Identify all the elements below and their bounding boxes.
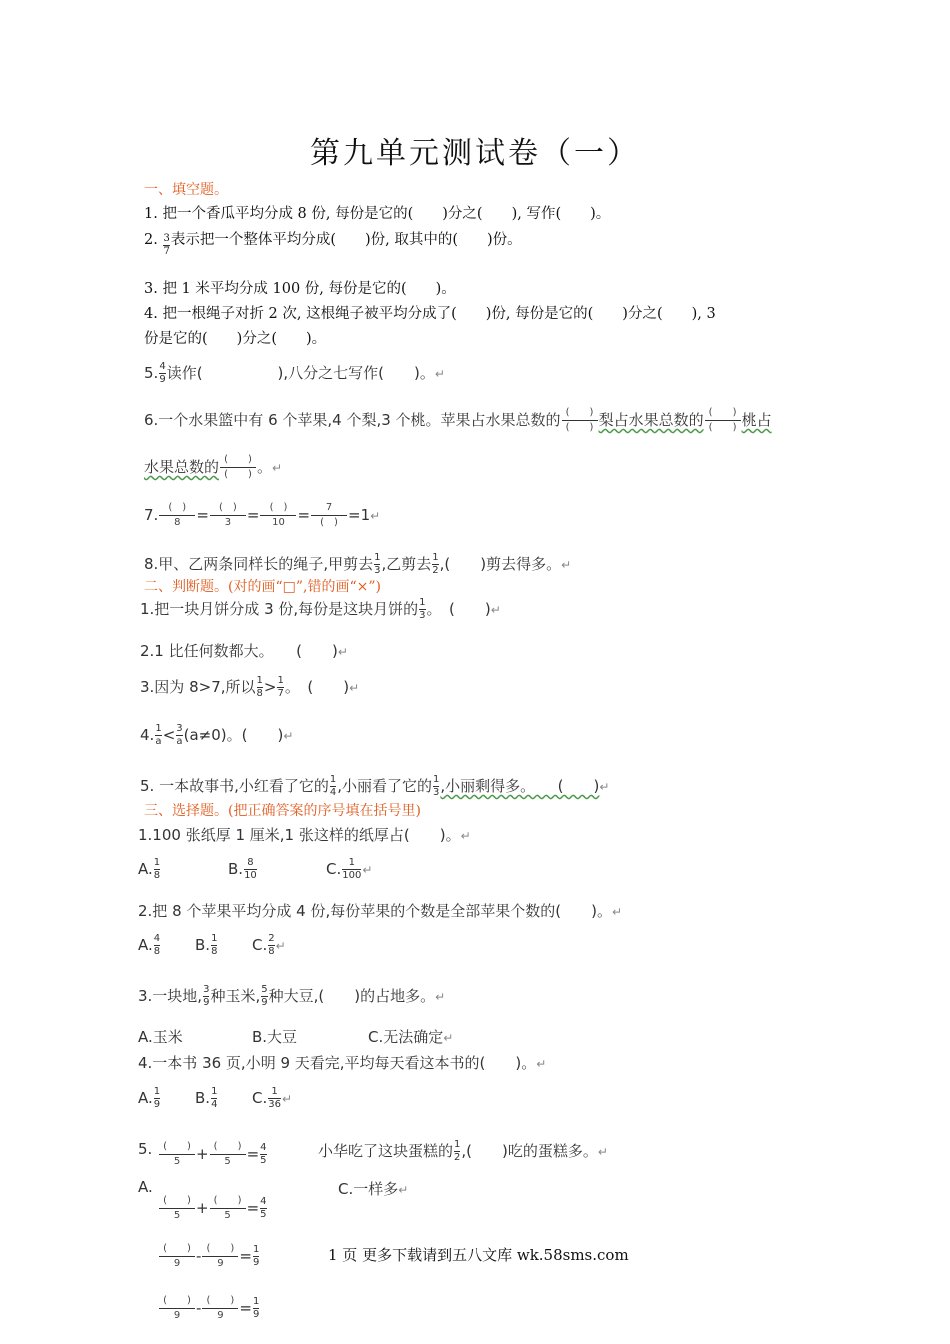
choice-question-4-option-b: B. $\frac{1}{4}$ bbox=[195, 1086, 218, 1110]
choice-question-1-option-b: B. $\frac{8}{10}$ bbox=[228, 857, 257, 881]
fill-question-4-line1: 4. 把一根绳子对折 2 次, 这根绳子被平均分成了( )份, 每份是它的( )分之( ), 3 bbox=[144, 306, 716, 322]
judge-question-5: 5. 一本故事书,小红看了它的 $\frac{1}{4}$ ,小丽看了它的 $\frac{1}{3}$ ,小丽剩得多。 ( )↵ bbox=[140, 774, 610, 798]
choice-question-2: 2.把 8 个苹果平均分成 4 份,每份苹果的个数是全部苹果个数的( )。↵ bbox=[138, 902, 623, 920]
fill-question-1: 1. 把一个香瓜平均分成 8 份, 每份是它的( )分之( ), 写作( )。 bbox=[144, 206, 611, 222]
choice-question-1-option-c: C. $\frac{1}{100}$ ↵ bbox=[326, 857, 373, 881]
fill-question-7: 7. ( ) 8 = ( ) 3 = ( ) 10 = 7 ( ) =1↵ bbox=[144, 502, 381, 528]
section-fill-heading: 一、填空题。 bbox=[144, 182, 228, 198]
judge-question-3: 3.因为 8>7,所以 $\frac{1}{8}$ > $\frac{1}{7}$ 。 ( )↵ bbox=[140, 675, 360, 699]
fill-question-6-line2: 水果总数的 ( ) ( ) 。↵ bbox=[144, 454, 283, 480]
choice-question-2-option-b: B. $\frac{1}{8}$ bbox=[195, 933, 218, 957]
section-choice-heading: 三、选择题。(把正确答案的序号填在括号里) bbox=[144, 803, 421, 819]
choice-question-1: 1.100 张纸厚 1 厘米,1 张这样的纸厚占( )。↵ bbox=[138, 826, 471, 844]
choice-question-5-option-a: A. bbox=[138, 1178, 153, 1196]
fill-question-4-line2: 份是它的( )分之( )。 bbox=[144, 331, 327, 347]
choice-question-3-option-b: B.大豆 bbox=[252, 1028, 298, 1046]
choice-question-5-sum-line1: ( ) 5 + ( ) 5 = $\frac{4}{5}$ bbox=[158, 1142, 268, 1167]
choice-question-5-option-c: C.一样多↵ bbox=[338, 1180, 409, 1198]
section-judge-heading: 二、判断题。(对的画“□”,错的画“×”) bbox=[144, 579, 381, 595]
choice-question-1-option-a: A. $\frac{1}{8}$ bbox=[138, 857, 161, 881]
choice-question-2-option-a: A. $\frac{4}{8}$ bbox=[138, 933, 161, 957]
choice-question-5-diff-line1: ( ) 9 - ( ) 9 = $\frac{1}{9}$ bbox=[158, 1244, 260, 1269]
choice-question-5-diff-line2: ( ) 9 - ( ) 9 = $\frac{1}{9}$ bbox=[158, 1296, 260, 1321]
choice-question-5-sum-line2: ( ) 5 + ( ) 5 = $\frac{4}{5}$ bbox=[158, 1196, 268, 1221]
choice-question-3-option-a: A.玉米 bbox=[138, 1028, 183, 1046]
choice-question-2-option-c: C. $\frac{2}{8}$ ↵ bbox=[252, 933, 286, 957]
choice-question-3: 3.一块地, $\frac{3}{9}$ 种玉米, $\frac{5}{9}$ 种大豆,( )的占地多。↵ bbox=[138, 984, 446, 1008]
fill-question-3: 3. 把 1 米平均分成 100 份, 每份是它的( )。 bbox=[144, 281, 456, 297]
judge-question-2: 2.1 比任何数都大。 ( )↵ bbox=[140, 642, 348, 660]
fill-question-2: 2. $\frac{3}{7}$ 表示把一个整体平均分成( )份, 取其中的( )份。 bbox=[144, 232, 522, 257]
choice-question-4-option-a: A. $\frac{1}{9}$ bbox=[138, 1086, 161, 1110]
choice-question-5-number: 5. bbox=[138, 1140, 153, 1158]
choice-question-5-text: 小华吃了这块蛋糕的 $\frac{1}{2}$ ,( )吃的蛋糕多。↵ bbox=[318, 1139, 608, 1163]
page-footer: 1 页 更多下载请到五八文库 wk.58sms.com bbox=[328, 1246, 629, 1264]
fill-question-6-line1: 6.一个水果篮中有 6 个苹果,4 个梨,3 个桃。苹果占水果总数的 ( ) ( ) 梨占水果总数的 ( ) ( ) 桃占 bbox=[144, 407, 772, 433]
judge-question-1: 1.把一块月饼分成 3 份,每份是这块月饼的 $\frac{1}{3}$ 。 ( )↵ bbox=[140, 597, 501, 621]
fill-question-8: 8.甲、乙两条同样长的绳子,甲剪去 $\frac{1}{3}$ ,乙剪去 $\frac{1}{2}$ ,( )剪去得多。↵ bbox=[144, 552, 572, 576]
choice-question-4-option-c: C. $\frac{1}{36}$ ↵ bbox=[252, 1086, 293, 1110]
choice-question-4: 4.一本书 36 页,小明 9 天看完,平均每天看这本书的( )。↵ bbox=[138, 1054, 547, 1072]
fill-question-5: 5. $\frac{4}{9}$ 读作( ),八分之七写作( )。↵ bbox=[144, 361, 445, 385]
judge-question-4: 4. $\frac{1}{a}$ < $\frac{3}{a}$ (a≠0)。( )↵ bbox=[140, 723, 294, 747]
choice-question-3-option-c: C.无法确定↵ bbox=[368, 1028, 454, 1046]
page-title: 第九单元测试卷（一） bbox=[310, 136, 640, 171]
